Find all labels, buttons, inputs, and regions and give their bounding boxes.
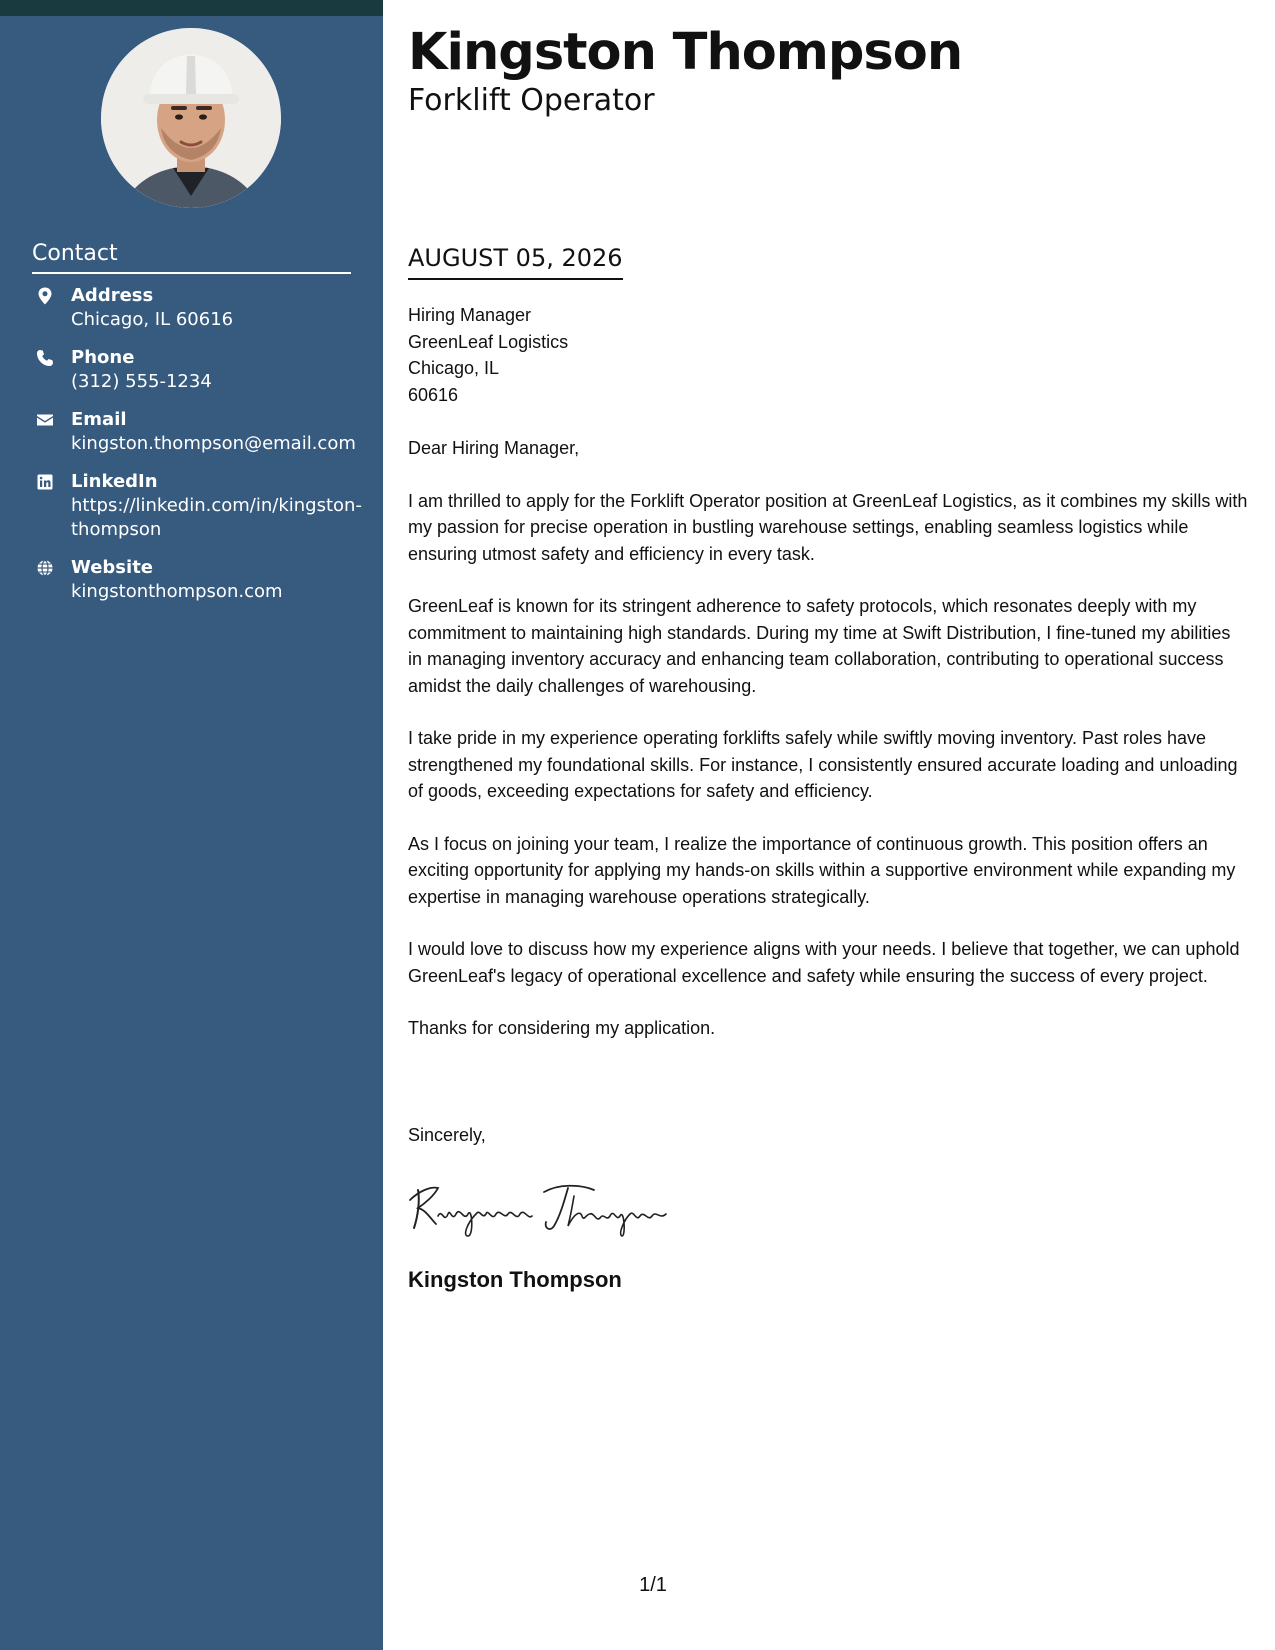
phone-icon	[35, 348, 55, 368]
body-paragraph: I would love to discuss how my experience aligns with your needs. I believe that together, we can uphold GreenLeaf's legacy of operational excellence and safety while ensuring the success of every project.	[408, 939, 1240, 986]
body-paragraph: GreenLeaf is known for its stringent adherence to safety protocols, which resonates deeply with my commitment to maintaining high standards. During my time at Swift Distribution, I fine-tuned my abilities in managing inventory accuracy and enhancing team collaboration, contributing to operational success amidst the daily challenges of warehousing.	[408, 596, 1231, 696]
letter-main	[408, 0, 1248, 1650]
contact-label: Email	[71, 409, 127, 430]
contact-list	[32, 284, 362, 618]
sidebar	[0, 0, 383, 1650]
salutation: Dear Hiring Manager,	[408, 438, 580, 458]
linkedin-link[interactable]: https://linkedin.com/in/kingston-thompson	[71, 495, 362, 540]
letter-body	[408, 435, 1248, 1068]
location-pin-icon	[35, 286, 55, 306]
contact-label: LinkedIn	[71, 471, 158, 492]
recipient-line: Hiring Manager	[408, 305, 532, 325]
contact-item-website	[32, 556, 362, 604]
sidebar-top-bar	[0, 0, 383, 16]
contact-item-linkedin	[32, 470, 362, 542]
signer-name: Kingston Thompson	[408, 1267, 622, 1292]
letter-date: AUGUST 05, 2026	[408, 242, 623, 280]
phone-value: (312) 555-1234	[71, 371, 212, 392]
recipient-line: 60616	[408, 384, 459, 405]
contact-item-email	[32, 408, 362, 456]
sign-off: Sincerely,	[408, 1125, 486, 1145]
profile-photo	[101, 28, 281, 208]
contact-label: Phone	[71, 347, 135, 368]
handwritten-signature	[408, 1178, 668, 1238]
body-paragraph: I take pride in my experience operating forklifts safely while swiftly moving inventory. Past roles have strengthened my foundational skills. For instance, I consistently ensured accurate loading and unloading of goods, exceeding expectations for safety and efficiency.	[408, 728, 1238, 801]
body-paragraph: As I focus on joining your team, I realize the importance of continuous growth. This position offers an exciting opportunity for applying my hands-on skills within a supportive environment while expanding my expertise in managing warehouse operations strategically.	[408, 833, 1236, 907]
email-link[interactable]: kingston.thompson@email.com	[71, 433, 356, 454]
applicant-name: Kingston Thompson	[408, 23, 963, 82]
website-link[interactable]: kingstonthompson.com	[71, 581, 283, 602]
linkedin-icon	[35, 472, 55, 492]
contact-item-phone	[32, 346, 362, 394]
closing-thanks: Thanks for considering my application.	[408, 1018, 716, 1038]
envelope-icon	[35, 410, 55, 430]
recipient-line: Chicago, IL	[408, 358, 500, 378]
address-value: Chicago, IL 60616	[71, 309, 234, 330]
globe-icon	[35, 558, 55, 578]
page-number: 1/1	[639, 1574, 667, 1596]
job-title: Forklift Operator	[408, 83, 655, 118]
contact-label: Website	[71, 557, 154, 578]
contact-item-address	[32, 284, 362, 332]
recipient-block	[408, 302, 1248, 408]
contact-label: Address	[71, 285, 154, 306]
contact-heading: Contact	[32, 240, 351, 274]
body-paragraph: I am thrilled to apply for the Forklift Operator position at GreenLeaf Logistics, as it combines my skills with my passion for precise operation in bustling warehouse settings, enabling seamless logistics while ensuring utmost safety and efficiency in every task.	[408, 490, 1248, 564]
recipient-line: GreenLeaf Logistics	[408, 331, 569, 352]
